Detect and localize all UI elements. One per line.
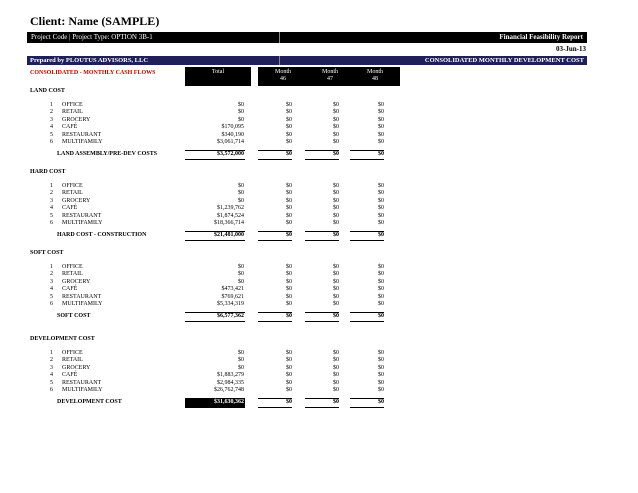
row-total: $473,421 — [221, 286, 244, 293]
subtotal-underline — [185, 159, 245, 160]
row-month-value: $0 — [333, 197, 339, 204]
subtotal-label: HARD COST - CONSTRUCTION — [57, 232, 147, 239]
month-header-number: 48 — [372, 76, 378, 82]
row-month-value: $0 — [286, 271, 292, 278]
row-number: 6 — [50, 139, 53, 145]
row-month-value: $0 — [333, 357, 339, 364]
row-total: $1,883,279 — [217, 372, 244, 379]
month-column-header — [350, 67, 400, 86]
row-total: $769,621 — [221, 293, 244, 300]
row-label: MULTIFAMILY — [62, 387, 103, 393]
row-month-value: $0 — [286, 102, 292, 108]
row-total: $0 — [238, 264, 244, 270]
row-month-value: $0 — [378, 379, 384, 386]
row-label: MULTIFAMILY — [62, 220, 103, 226]
row-month-value: $0 — [286, 183, 292, 189]
row-number: 5 — [50, 293, 53, 300]
row-number: 1 — [50, 183, 53, 189]
subtotal-underline — [350, 240, 384, 241]
row-number: 4 — [50, 124, 53, 131]
row-month-value: $0 — [333, 387, 339, 393]
row-number: 4 — [50, 205, 53, 212]
row-month-value: $0 — [333, 212, 339, 219]
section-title: LAND COST — [30, 88, 65, 94]
row-label: RESTAURANT — [62, 212, 102, 219]
row-month-value: $0 — [333, 190, 339, 197]
row-number: 6 — [50, 220, 53, 226]
row-total: $0 — [238, 357, 244, 364]
month-header-number: 47 — [327, 76, 333, 82]
subtotal-underline — [305, 407, 339, 408]
subtotal-underline — [350, 159, 384, 160]
row-month-value: $0 — [378, 124, 384, 131]
subtotal-row — [0, 312, 638, 321]
row-month-value: $0 — [378, 387, 384, 393]
row-number: 1 — [50, 264, 53, 270]
row-label: RESTAURANT — [62, 379, 102, 386]
row-label: CAFÉ — [62, 286, 78, 293]
section-title: SOFT COST — [30, 250, 64, 256]
subtotal-month-value: $0 — [333, 151, 339, 158]
row-month-value: $0 — [286, 372, 292, 379]
row-month-value: $0 — [378, 190, 384, 197]
report-section-title: CONSOLIDATED MONTHLY DEVELOPMENT COST — [424, 57, 584, 64]
row-label: MULTIFAMILY — [62, 301, 103, 307]
report-date: 03-Jun-13 — [556, 45, 586, 53]
row-label: CAFÉ — [62, 372, 78, 379]
subtotal-underline — [305, 240, 339, 241]
row-month-value: $0 — [286, 220, 292, 226]
subtotal-underline — [350, 321, 384, 322]
row-number: 3 — [50, 364, 53, 371]
row-total: $0 — [238, 183, 244, 189]
row-total: $1,239,762 — [217, 205, 244, 212]
subtotal-label: DEVELOPMENT COST — [57, 399, 122, 406]
row-total: $0 — [238, 350, 244, 356]
bar-divider — [279, 56, 280, 65]
row-month-value: $0 — [286, 109, 292, 116]
row-number: 1 — [50, 350, 53, 356]
total-header-text: Total — [211, 69, 225, 75]
row-month-value: $0 — [286, 139, 292, 145]
row-month-value: $0 — [286, 301, 292, 307]
row-total: $26,762,748 — [214, 387, 244, 393]
row-month-value: $0 — [286, 264, 292, 270]
row-month-value: $0 — [333, 220, 339, 226]
row-label: CAFÉ — [62, 124, 78, 131]
row-total: $0 — [238, 271, 244, 278]
subtotal-month-value: $0 — [286, 232, 292, 239]
row-month-value: $0 — [286, 350, 292, 356]
row-total: $1,874,524 — [217, 212, 244, 219]
row-label: MULTIFAMILY — [62, 139, 103, 145]
row-label: GROCERY — [62, 278, 91, 285]
row-label: GROCERY — [62, 364, 91, 371]
month-header-label: Month — [274, 69, 291, 75]
subtotal-underline — [305, 159, 339, 160]
row-month-value: $0 — [378, 301, 384, 307]
row-label: CAFÉ — [62, 205, 78, 212]
subtotal-underline — [185, 407, 245, 408]
row-month-value: $0 — [333, 139, 339, 145]
row-number: 5 — [50, 379, 53, 386]
month-column-header — [258, 67, 308, 86]
row-month-value: $0 — [378, 109, 384, 116]
report-type: Financial Feasibility Report — [499, 33, 583, 41]
table-header-label: CONSOLIDATED - MONTHLY CASH FLOWS — [30, 70, 156, 76]
month-header-label: Month — [366, 69, 383, 75]
subtotal-label: SOFT COST — [57, 313, 91, 320]
table-row — [0, 139, 638, 147]
row-total: $0 — [238, 278, 244, 285]
subtotal-total: $31,630,362 — [214, 399, 244, 406]
row-month-value: $0 — [378, 139, 384, 145]
row-month-value: $0 — [378, 293, 384, 300]
total-column-header — [185, 67, 251, 86]
row-total: $0 — [238, 197, 244, 204]
row-month-value: $0 — [333, 102, 339, 108]
row-month-value: $0 — [333, 364, 339, 371]
subtotal-month-value: $0 — [333, 399, 339, 406]
row-month-value: $0 — [378, 286, 384, 293]
row-label: RETAIL — [62, 271, 83, 278]
subtotal-row — [0, 231, 638, 240]
subtotal-total: $21,481,000 — [214, 232, 244, 239]
subtotal-month-value: $0 — [378, 313, 384, 320]
row-month-value: $0 — [333, 116, 339, 123]
row-total: $170,095 — [221, 124, 244, 131]
row-month-value: $0 — [333, 278, 339, 285]
row-label: RESTAURANT — [62, 131, 102, 138]
row-month-value: $0 — [333, 131, 339, 138]
row-month-value: $0 — [333, 124, 339, 131]
row-total: $0 — [238, 116, 244, 123]
row-number: 4 — [50, 286, 53, 293]
row-month-value: $0 — [378, 357, 384, 364]
row-month-value: $0 — [286, 293, 292, 300]
client-title: Client: Name (SAMPLE) — [30, 14, 160, 28]
row-month-value: $0 — [333, 350, 339, 356]
subtotal-underline — [185, 321, 245, 322]
row-month-value: $0 — [333, 293, 339, 300]
project-bar — [27, 32, 587, 43]
row-month-value: $0 — [333, 183, 339, 189]
row-label: GROCERY — [62, 197, 91, 204]
row-month-value: $0 — [286, 387, 292, 393]
row-total: $18,366,714 — [214, 220, 244, 226]
table-row — [0, 387, 638, 395]
subtotal-underline — [258, 321, 292, 322]
row-month-value: $0 — [333, 109, 339, 116]
row-month-value: $0 — [378, 220, 384, 226]
row-month-value: $0 — [333, 264, 339, 270]
row-month-value: $0 — [286, 364, 292, 371]
row-total: $0 — [238, 190, 244, 197]
subtotal-underline — [305, 321, 339, 322]
subtotal-month-value: $0 — [378, 232, 384, 239]
row-month-value: $0 — [286, 131, 292, 138]
row-label: RETAIL — [62, 190, 83, 197]
row-month-value: $0 — [378, 372, 384, 379]
row-number: 2 — [50, 271, 53, 278]
row-label: GROCERY — [62, 116, 91, 123]
subtotal-label: LAND ASSEMBLY/PRE-DEV COSTS — [57, 151, 158, 158]
month-header-number: 46 — [280, 76, 286, 82]
row-number: 3 — [50, 197, 53, 204]
row-month-value: $0 — [333, 286, 339, 293]
subtotal-month-value: $0 — [333, 232, 339, 239]
subtotal-total: $6,577,362 — [217, 313, 244, 320]
subtotal-month-value: $0 — [378, 151, 384, 158]
subtotal-month-value: $0 — [286, 399, 292, 406]
row-number: 3 — [50, 116, 53, 123]
row-month-value: $0 — [378, 131, 384, 138]
row-number: 5 — [50, 131, 53, 138]
row-total: $0 — [238, 109, 244, 116]
row-number: 6 — [50, 387, 53, 393]
row-month-value: $0 — [286, 116, 292, 123]
row-number: 6 — [50, 301, 53, 307]
row-total: $340,190 — [221, 131, 244, 138]
row-total: $0 — [238, 102, 244, 108]
row-month-value: $0 — [333, 301, 339, 307]
row-number: 2 — [50, 357, 53, 364]
row-month-value: $0 — [378, 116, 384, 123]
row-month-value: $0 — [286, 190, 292, 197]
month-header-label: Month — [321, 69, 338, 75]
subtotal-underline — [185, 240, 245, 241]
row-month-value: $0 — [333, 205, 339, 212]
row-month-value: $0 — [286, 286, 292, 293]
subtotal-total: $3,572,000 — [217, 151, 244, 158]
row-number: 1 — [50, 102, 53, 108]
section-title: DEVELOPMENT COST — [30, 336, 95, 342]
row-number: 5 — [50, 212, 53, 219]
subtotal-month-value: $0 — [333, 313, 339, 320]
row-total: $2,984,335 — [217, 379, 244, 386]
project-code: Project Code | Project Type: OPTION 3B-1 — [31, 33, 153, 41]
row-month-value: $0 — [378, 278, 384, 285]
section-title: HARD COST — [30, 169, 66, 175]
row-month-value: $0 — [286, 212, 292, 219]
row-total: $5,334,319 — [217, 301, 244, 307]
prepared-by: Prepared by PLOUTUS ADVISORS, LLC — [30, 57, 149, 64]
subtotal-row — [0, 150, 638, 159]
table-row — [0, 220, 638, 228]
row-month-value: $0 — [333, 372, 339, 379]
row-month-value: $0 — [378, 212, 384, 219]
row-label: OFFICE — [62, 264, 83, 270]
row-total: $3,061,714 — [217, 139, 244, 145]
row-month-value: $0 — [286, 379, 292, 386]
subtotal-underline — [258, 407, 292, 408]
row-month-value: $0 — [286, 357, 292, 364]
row-label: OFFICE — [62, 350, 83, 356]
row-month-value: $0 — [378, 102, 384, 108]
row-number: 2 — [50, 109, 53, 116]
row-month-value: $0 — [378, 197, 384, 204]
subtotal-month-value: $0 — [286, 151, 292, 158]
row-month-value: $0 — [286, 197, 292, 204]
row-month-value: $0 — [333, 379, 339, 386]
row-total: $0 — [238, 364, 244, 371]
subtotal-month-value: $0 — [286, 313, 292, 320]
row-month-value: $0 — [378, 271, 384, 278]
row-month-value: $0 — [378, 183, 384, 189]
row-month-value: $0 — [378, 350, 384, 356]
row-month-value: $0 — [333, 271, 339, 278]
subtotal-row — [0, 398, 638, 407]
prepared-bar — [27, 56, 587, 65]
row-month-value: $0 — [286, 205, 292, 212]
row-month-value: $0 — [286, 278, 292, 285]
row-month-value: $0 — [378, 264, 384, 270]
row-month-value: $0 — [378, 364, 384, 371]
row-month-value: $0 — [378, 205, 384, 212]
bar-divider — [279, 32, 280, 43]
row-label: RETAIL — [62, 109, 83, 116]
row-label: OFFICE — [62, 183, 83, 189]
subtotal-underline — [350, 407, 384, 408]
row-month-value: $0 — [286, 124, 292, 131]
table-row — [0, 301, 638, 309]
subtotal-underline — [258, 240, 292, 241]
row-number: 4 — [50, 372, 53, 379]
row-label: RESTAURANT — [62, 293, 102, 300]
row-number: 2 — [50, 190, 53, 197]
subtotal-month-value: $0 — [378, 399, 384, 406]
subtotal-underline — [258, 159, 292, 160]
row-label: OFFICE — [62, 102, 83, 108]
month-column-header — [305, 67, 355, 86]
row-number: 3 — [50, 278, 53, 285]
row-label: RETAIL — [62, 357, 83, 364]
